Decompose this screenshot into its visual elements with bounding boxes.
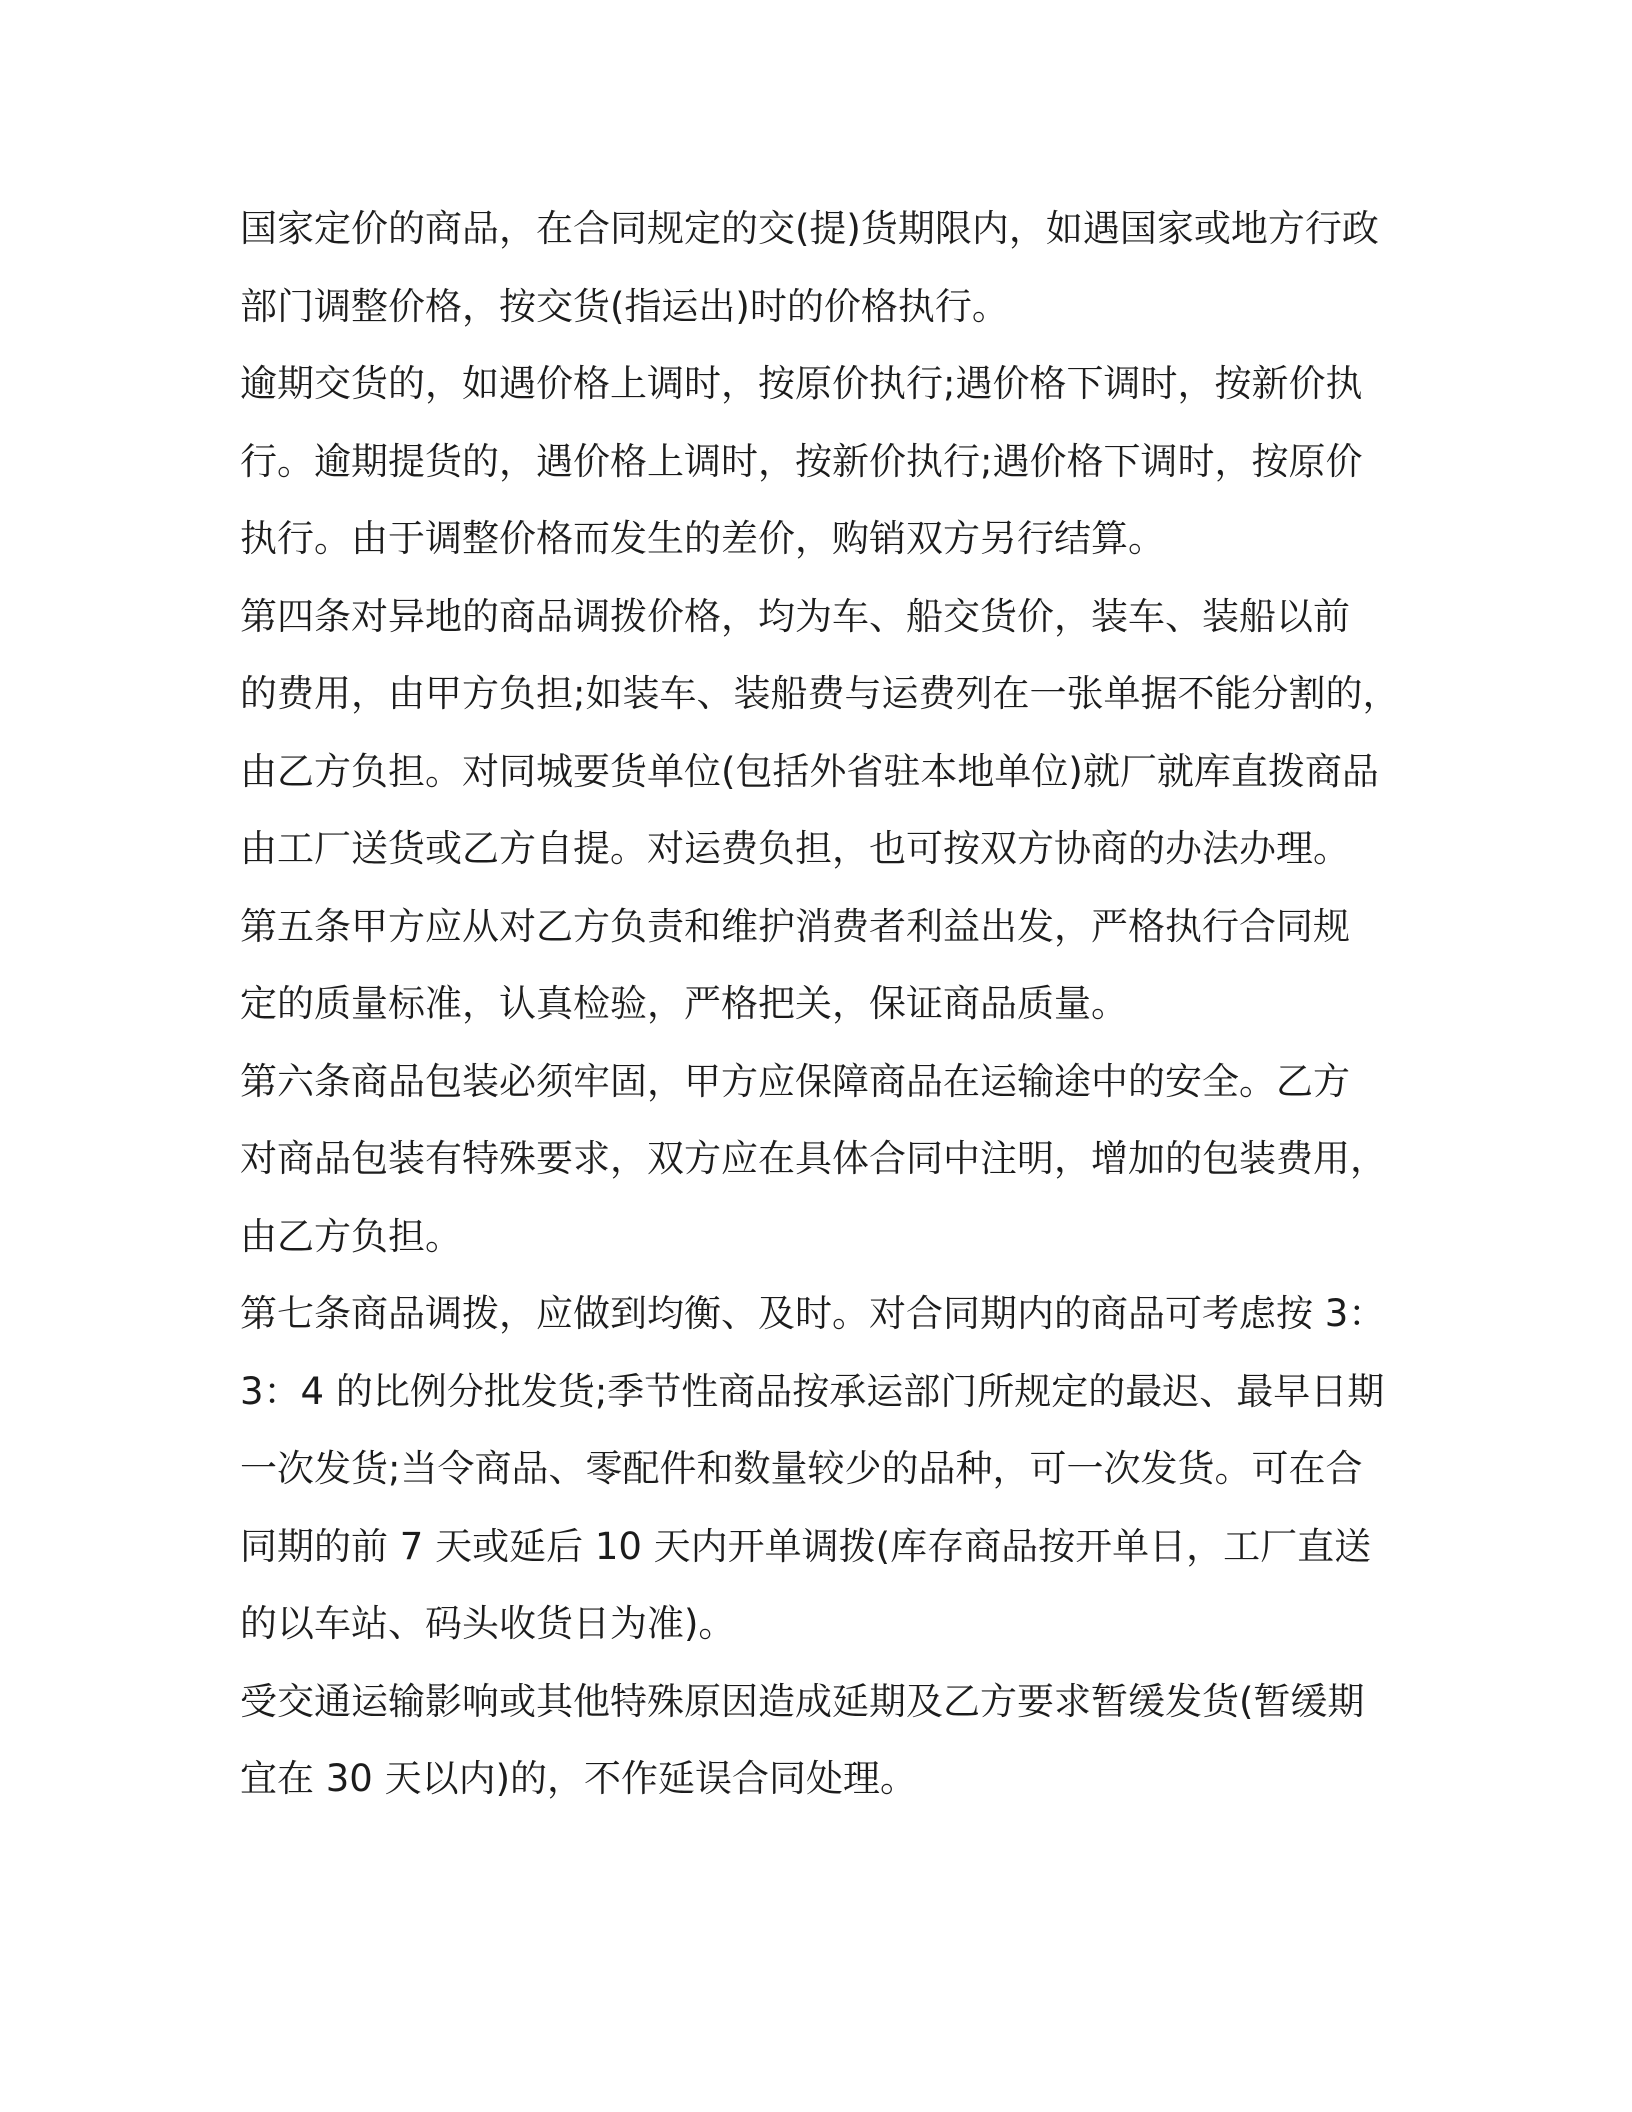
text-line: 第四条对异地的商品调拨价格，均为车、船交货价，装车、装船以前 <box>240 594 1350 638</box>
body-text <box>240 190 1400 1818</box>
text-line: 国家定价的商品，在合同规定的交(提)货期限内，如遇国家或地方行政 <box>240 207 1379 250</box>
paragraph-article-6 <box>240 1043 1400 1276</box>
text-line: 第五条甲方应从对乙方负责和维护消费者利益出发，严格执行合同规 <box>240 904 1350 948</box>
text-line: 由工厂送货或乙方自提。对运费负担，也可按双方协商的办法办理。 <box>240 827 1350 870</box>
paragraph-transport-delay <box>240 1663 1400 1818</box>
text-line: 执行。由于调整价格而发生的差价，购销双方另行结算。 <box>240 517 1165 560</box>
text-line: 部门调整价格，按交货(指运出)时的价格执行。 <box>240 284 1009 328</box>
text-line: 同期的前 7 天或延后 10 天内开单调拨(库存商品按开单日，工厂直送 <box>240 1524 1372 1568</box>
text-line: 的以车站、码头收货日为准)。 <box>240 1602 736 1645</box>
text-line: 行。逾期提货的，遇价格上调时，按新价执行;遇价格下调时，按原价 <box>240 439 1363 483</box>
text-line: 第七条商品调拨，应做到均衡、及时。对合同期内的商品可考虑按 3： <box>240 1292 1386 1335</box>
text-line: 对商品包装有特殊要求，双方应在具体合同中注明，增加的包装费用， <box>240 1137 1387 1180</box>
paragraph-article-5 <box>240 888 1400 1043</box>
text-line: 受交通运输影响或其他特殊原因造成延期及乙方要求暂缓发货(暂缓期 <box>240 1679 1365 1723</box>
paragraph-price-adjustment <box>240 190 1400 345</box>
text-line: 由乙方负担。 <box>240 1214 462 1258</box>
text-line: 3：4 的比例分批发货;季节性商品按承运部门所规定的最迟、最早日期 <box>240 1369 1385 1413</box>
text-line: 定的质量标准，认真检验，严格把关，保证商品质量。 <box>240 982 1128 1025</box>
text-line: 逾期交货的，如遇价格上调时，按原价执行;遇价格下调时，按新价执 <box>240 362 1363 405</box>
paragraph-overdue-delivery <box>240 345 1400 578</box>
text-line: 一次发货;当令商品、零配件和数量较少的品种，可一次发货。可在合 <box>240 1447 1363 1490</box>
text-line: 由乙方负担。对同城要货单位(包括外省驻本地单位)就厂就库直拨商品 <box>240 749 1379 793</box>
text-line: 宜在 30 天以内)的，不作延误合同处理。 <box>240 1757 918 1800</box>
text-line: 的费用，由甲方负担;如装车、装船费与运费列在一张单据不能分割的， <box>240 672 1400 715</box>
text-line: 第六条商品包装必须牢固，甲方应保障商品在运输途中的安全。乙方 <box>240 1059 1350 1103</box>
paragraph-article-7 <box>240 1275 1400 1663</box>
paragraph-article-4 <box>240 578 1400 888</box>
